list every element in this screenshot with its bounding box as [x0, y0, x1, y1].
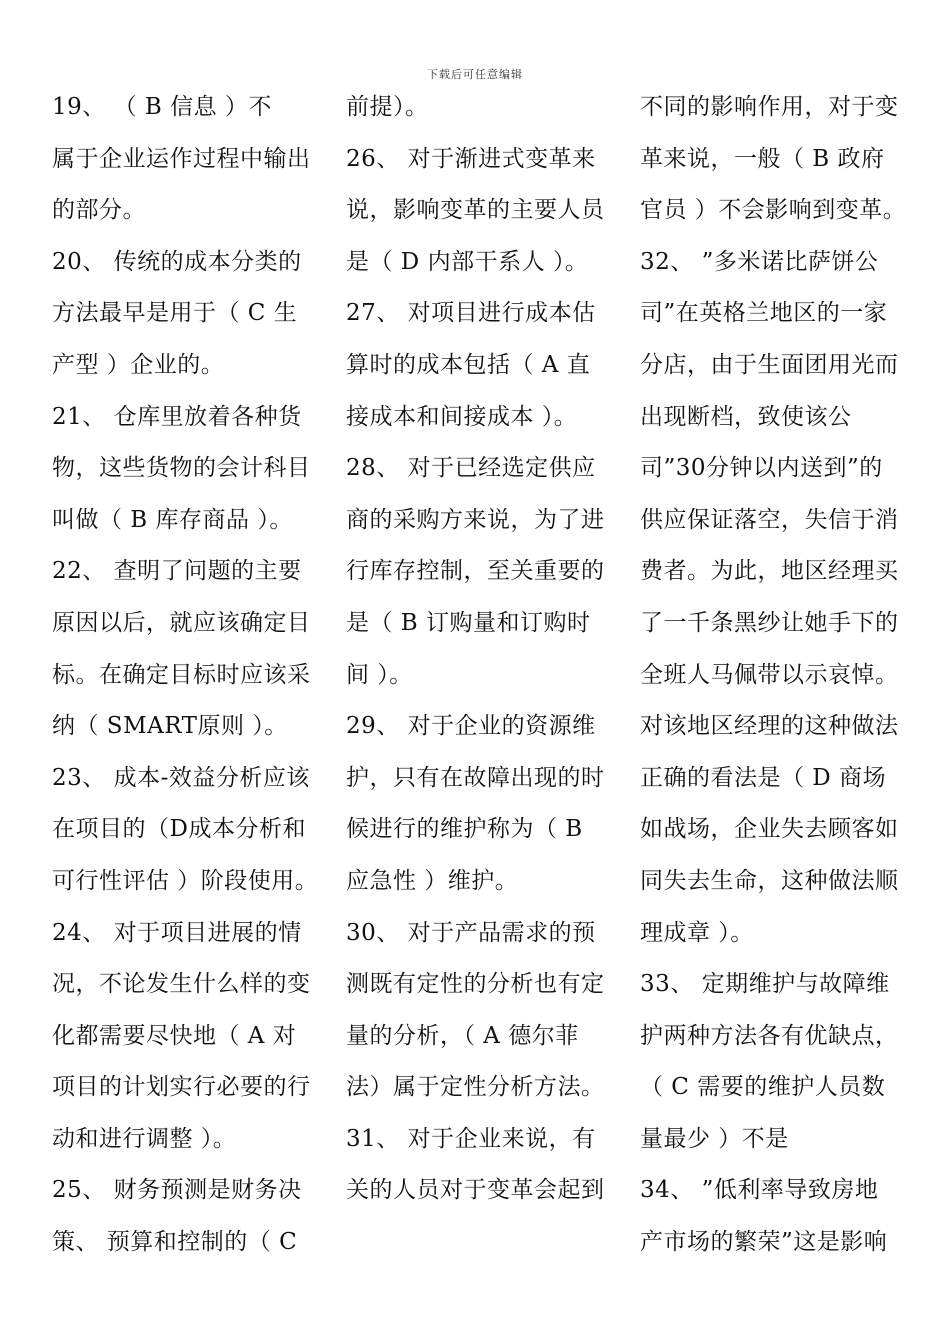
- text-line: 前提）。: [346, 94, 429, 120]
- text-line: 理成章 ）。: [640, 919, 754, 946]
- text-line: 分店，由于生面团用光而: [640, 351, 899, 378]
- text-line: 革来说，一般（ B 政府: [640, 145, 885, 172]
- text-line: 供应保证落空，失信于消: [640, 506, 899, 533]
- text-line: 20、 传统的成本分类的: [52, 248, 302, 275]
- text-line: 正确的看法是（ D 商场: [640, 764, 887, 791]
- text-line: 标。在确定目标时应该采: [52, 661, 311, 688]
- text-line: 全班人马佩带以示哀悼。: [640, 661, 899, 688]
- text-line: 测既有定性的分析也有定: [346, 971, 605, 998]
- text-line: 23、 成本-效益分析应该: [52, 764, 310, 791]
- text-line: 费者。为此，地区经理买: [640, 558, 899, 585]
- text-line: 动和进行调整 ）。: [52, 1125, 237, 1152]
- text-line: 量的分析，（ A 德尔菲: [346, 1022, 579, 1049]
- text-line: 33、 定期维护与故障维: [640, 971, 890, 998]
- text-line: 司”在英格兰地区的一家: [640, 300, 888, 327]
- text-line: 产型 ）企业的。: [52, 351, 225, 378]
- text-line: 如战场，企业失去顾客如: [640, 816, 899, 843]
- text-line: 对该地区经理的这种做法: [640, 713, 899, 740]
- text-line: （ C 需要的维护人员数: [640, 1074, 886, 1101]
- text-line: 34、 ”低利率导致房地: [640, 1177, 879, 1204]
- text-line: 物，这些货物的会计科目: [52, 455, 311, 482]
- text-line: 商的采购方来说，为了进: [346, 506, 605, 533]
- text-line: 司”30分钟以内送到”的: [640, 455, 883, 482]
- text-line: 策、 预算和控制的（ C: [52, 1229, 298, 1256]
- text-line: 算时的成本包括（ A 直: [346, 351, 591, 378]
- text-line: 行库存控制，至关重要的: [346, 558, 605, 585]
- text-line: 在项目的（D成本分析和: [52, 816, 306, 843]
- text-line: 间 ）。: [346, 661, 413, 688]
- text-line: 是（ B 订购量和订购时: [346, 609, 591, 636]
- text-line: 纳（ SMART原则 ）。: [52, 713, 288, 740]
- text-line: 可行性评估 ）阶段使用。: [52, 867, 319, 894]
- text-line: 官员 ）不会影响到变革。: [640, 197, 907, 224]
- text-line: 的部分。: [52, 197, 146, 224]
- text-line: 了一千条黑纱让她手下的: [640, 609, 899, 636]
- text-line: 况，不论发生什么样的变: [52, 971, 311, 998]
- text-line: 关的人员对于变革会起到: [346, 1177, 605, 1204]
- text-line: 属于企业运作过程中输出: [52, 145, 311, 172]
- text-line: 32、 ”多米诺比萨饼公: [640, 248, 879, 275]
- text-line: 项目的计划实行必要的行: [52, 1074, 311, 1101]
- text-line: 21、 仓库里放着各种货: [52, 403, 302, 430]
- text-line: 说，影响变革的主要人员: [346, 197, 605, 224]
- text-line: 是（ D 内部干系人 ）。: [346, 248, 589, 275]
- text-line: 方法最早是用于（ C 生: [52, 300, 298, 327]
- text-line: 27、 对项目进行成本估: [346, 300, 596, 327]
- text-line: 19、 （ B 信息 ）不: [52, 94, 272, 120]
- text-line: 31、 对于企业来说，有: [346, 1125, 596, 1152]
- text-line: 同失去生命，这种做法顺: [640, 867, 899, 894]
- text-line: 量最少 ）不是: [640, 1125, 789, 1152]
- text-line: 护两种方法各有优缺点，: [640, 1022, 899, 1049]
- text-line: 法）属于定性分析方法。: [346, 1074, 605, 1101]
- text-line: 叫做（ B 库存商品 ）。: [52, 506, 293, 533]
- text-line: 原因以后，就应该确定目: [52, 609, 311, 636]
- text-line: 24、 对于项目进展的情: [52, 919, 302, 946]
- text-line: 28、 对于已经选定供应: [346, 455, 596, 482]
- text-line: 接成本和间接成本 ）。: [346, 403, 578, 430]
- text-line: 应急性 ）维护。: [346, 867, 519, 894]
- text-line: 化都需要尽快地（ A 对: [52, 1022, 297, 1049]
- text-column-3: [640, 82, 907, 1269]
- text-line: 出现断档，致使该公: [640, 403, 852, 430]
- text-column-1: [52, 82, 322, 1269]
- text-line: 不同的影响作用，对于变: [640, 94, 899, 120]
- text-line: 25、 财务预测是财务决: [52, 1177, 302, 1204]
- text-line: 候进行的维护称为（ B: [346, 816, 583, 843]
- text-line: 26、 对于渐进式变革来: [346, 145, 596, 172]
- text-line: 产市场的繁荣”这是影响: [640, 1229, 888, 1256]
- page-header: 下载后可任意编辑: [427, 68, 523, 81]
- text-line: 22、 查明了问题的主要: [52, 558, 302, 585]
- text-line: 护，只有在故障出现的时: [346, 764, 605, 791]
- text-column-2: [346, 82, 611, 1217]
- text-line: 29、 对于企业的资源维: [346, 713, 596, 740]
- text-line: 30、 对于产品需求的预: [346, 919, 596, 946]
